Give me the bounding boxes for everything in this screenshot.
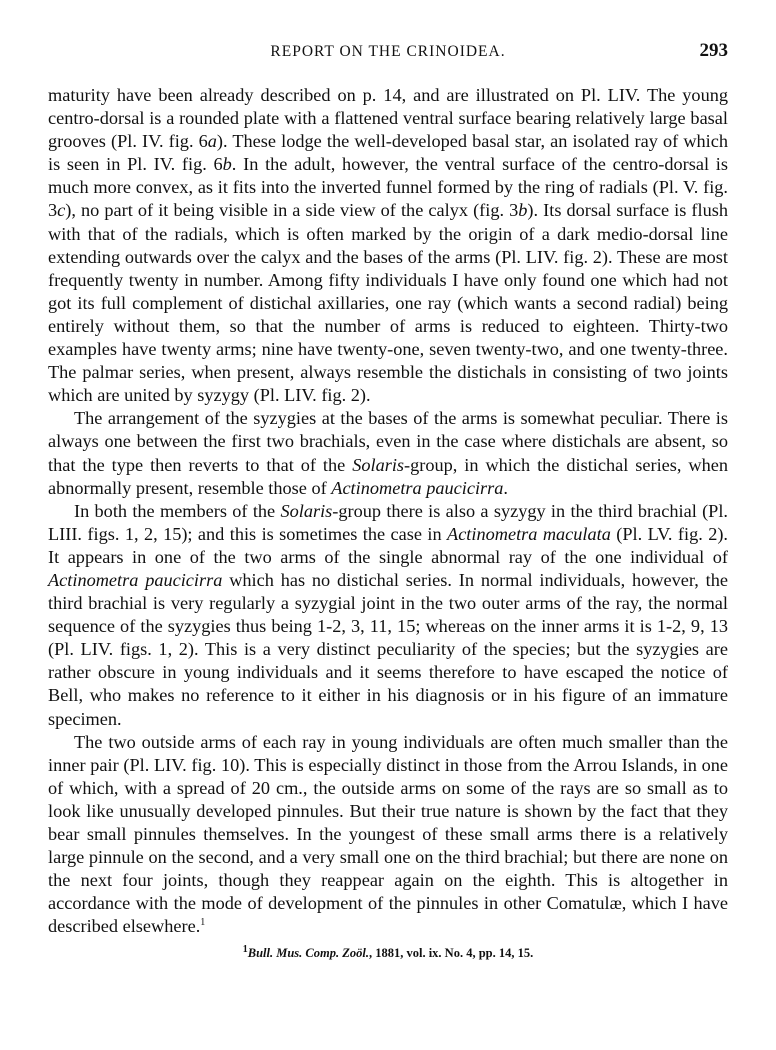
text-segment: . In the adult, however, the ventral surface of the centro-dorsal is much more convex, as it fits into the inverted funnel formed by the ring of radials (Pl. V. fig. 3 bbox=[48, 154, 728, 221]
document-page bbox=[48, 40, 728, 961]
footnote-source: Bull. Mus. Comp. Zoöl. bbox=[247, 946, 369, 961]
italic-text: b bbox=[518, 200, 528, 221]
italic-text: c bbox=[57, 200, 66, 221]
text-segment: In both the members of the bbox=[74, 500, 281, 521]
italic-text: Solaris bbox=[280, 500, 333, 521]
italic-text: Solaris bbox=[352, 454, 405, 475]
text-segment: The two outside arms of each ray in young individuals are often much smaller than the inner pair (Pl. LIV. fig. 10). This is especially distinct in those from the Arrou Islands, in one of which, with a spread of 20 cm., the outside arms on some of the rays are so small as to look like unusually developed pinnules. But their true nature is shown by the fact that they bear small pinnules themselves. In the youngest of these small arms there is a relatively large pinnule on the second, and a very small one on the third brachial; but there are none on the next four joints, though they reappear again on the eighth. This is altogether in accordance with the mode of development of the pinnules in other Comatulæ, which I have described elsewhere. bbox=[48, 731, 728, 937]
footnote bbox=[48, 946, 728, 961]
text-segment: (Pl. LV. fig. 2). It appears in one of the two arms of the single abnormal ray of the one individual of bbox=[48, 523, 728, 567]
paragraph bbox=[48, 84, 728, 407]
footnote-rest: , 1881, vol. ix. No. 4, pp. 14, 15. bbox=[368, 946, 534, 961]
italic-text: a bbox=[207, 131, 217, 152]
text-segment: ). These lodge the well-developed basal star, an isolated ray of which is seen in Pl. IV. fig. 6 bbox=[48, 131, 728, 175]
text-segment: -group, in which the distichal series, when abnormally present, resemble those of bbox=[48, 454, 728, 498]
text-segment: ), no part of it being visible in a side view of the calyx (fig. 3 bbox=[65, 200, 519, 221]
paragraph bbox=[48, 731, 728, 939]
paragraph bbox=[48, 407, 728, 499]
text-segment: maturity have been already described on p. 14, and are illustrated on Pl. LIV. The young centro-dorsal is a rounded plate with a flattened ventral surface bearing relatively large basal grooves (Pl. IV. fig. 6 bbox=[48, 85, 728, 152]
italic-text: Actinometra paucicirra bbox=[331, 477, 504, 498]
running-header bbox=[48, 40, 728, 70]
footnote-marker: 1 bbox=[242, 944, 248, 956]
text-segment: ). Its dorsal surface is flush with that of the radials, which is often marked by the origin of a dark medio-dorsal line extending outwards over the calyx and the bases of the arms (Pl. LIV. fig. 2). These are most frequently twenty in number. Among fifty individuals I have only found one which had not got its full complement of distichal axillaries, one ray (which wants a second radial) being entirely without them, so that the number of arms is reduced to eighteen. Thirty-two examples have twenty arms; nine have twenty-one, seven twenty-two, and one twenty-three. The palmar series, when present, always resemble the distichals in consisting of two joints which are united by syzygy (Pl. LIV. fig. 2). bbox=[48, 200, 728, 406]
footnote-reference: 1 bbox=[200, 917, 206, 929]
italic-text: b bbox=[222, 154, 232, 175]
italic-text: Actinometra maculata bbox=[447, 523, 611, 544]
text-segment: -group there is also a syzygy in the third brachial (Pl. LIII. figs. 1, 2, 15); and this is sometimes the case in bbox=[48, 500, 728, 544]
text-segment: . bbox=[503, 477, 508, 498]
text-segment: The arrangement of the syzygies at the bases of the arms is somewhat peculiar. There is always one between the first two brachials, even in the case where distichals are absent, so that the type then reverts to that of the bbox=[48, 408, 728, 475]
page-number: 293 bbox=[699, 40, 728, 61]
running-title: REPORT ON THE CRINOIDEA. bbox=[270, 43, 506, 60]
text-segment: which has no distichal series. In normal individuals, however, the third brachial is very regularly a syzygial joint in the two outer arms of the ray, the normal sequence of the syzygies thus being 1-2, 3, 11, 15; whereas on the inner arms it is 1-2, 9, 13 (Pl. LIV. figs. 1, 2). This is a very distinct peculiarity of the species; but the syzygies are rather obscure in young individuals and it seems therefore to have escaped the notice of Bell, who makes no reference to it either in his diagnosis or in his figure of an immature specimen. bbox=[48, 569, 728, 729]
italic-text: Actinometra paucicirra bbox=[48, 569, 223, 590]
paragraph bbox=[48, 500, 728, 731]
body-text bbox=[48, 84, 728, 938]
